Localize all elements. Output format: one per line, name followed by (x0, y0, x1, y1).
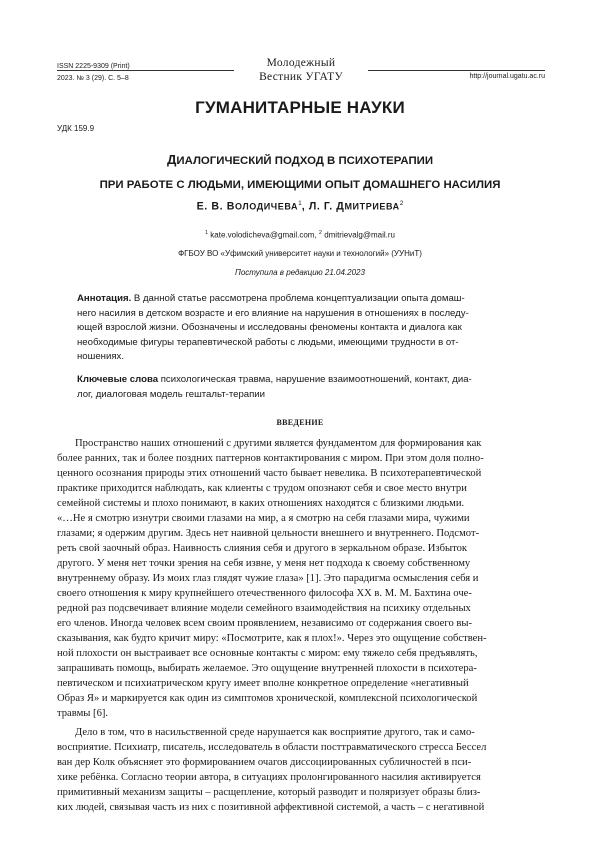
body-line: внутреннему образу. Из моих глаз глядят чужие глаза» [1]. Это парадигма осмысления себя и (57, 573, 479, 584)
body-line: «…Не я смотрю изнутри своими глазами на мир, а я смотрю на себя глазами мира, чужими (57, 513, 470, 524)
body-line: ких людей, связывая часть из них с позитивной аффективной системой, а часть – с негативной (57, 802, 485, 813)
body-line: глазами; я одержим другим. Здесь нет наивной цельности внешнего и внутреннего. Подсмот- (57, 528, 480, 539)
article-title (60, 148, 540, 197)
journal-title (234, 56, 368, 84)
body-line: хике ребёнка. Согласно теории автора, в ситуациях пролонгированного насилия активируется (57, 772, 481, 783)
authors (0, 200, 600, 213)
abstract-label: Аннотация. (77, 293, 132, 304)
body-line: запрашивать помощь, выбирать желаемое. Это ощущение внутренней плохости в психотера- (57, 663, 477, 674)
body-line: ной плохости он выстраивает все основные контакты с миром: ему тяжело себя предъявлять, (57, 648, 478, 659)
email1-link[interactable]: kate.volodicheva@gmail.com, (208, 230, 319, 240)
body-line: примитивный механизм защиты – расщепление, который разводит и поляризует образы близ- (57, 787, 481, 798)
body-line: практике приходится наблюдать, как клиенты с трудом опознают себя и свое место внутри (57, 483, 467, 494)
journal-title-line2: Вестник УГАТУ (259, 71, 343, 83)
email1-sup: 1 (205, 230, 209, 236)
affiliation: ФГБОУ ВО «Уфимский университет науки и технологий» (УУНиТ) (178, 249, 422, 258)
keywords (77, 373, 547, 402)
body-line: своего отношения к миру крупнейшего отечественного философа XX в. М. М. Бахтина оче- (57, 588, 472, 599)
author1-sup: 1 (298, 200, 302, 207)
paragraph (57, 436, 545, 721)
body-line: певтическом и психиатрическом кругу имеет вполне конкретное определение «негативный (57, 678, 469, 689)
email2-sup: 2 (318, 230, 322, 236)
body-line: ценного осознания природы этих отношений часто бывает невелика. В психотерапевтической (57, 468, 482, 479)
body-line: другого. У меня нет точки зрения на себя извне, у меня нет подхода к своему собственному (57, 558, 471, 569)
author2-sup: 2 (399, 200, 404, 207)
udk-code: УДК 159.9 (57, 124, 95, 133)
author-emails (0, 230, 600, 240)
keywords-text: психологическая травма, нарушение взаимоотношений, контакт, диа- (158, 374, 472, 385)
title-initial-cap: Д (166, 152, 177, 167)
received-date: Поступила в редакцию 21.04.2023 (235, 268, 365, 277)
body-line: Пространство наших отношений с другими является фундаментом для формирования как (75, 438, 482, 449)
authors-separator: , (301, 200, 309, 213)
article-title-line2: ПРИ РАБОТЕ С ЛЮДЬМИ, ИМЕЮЩИМИ ОПЫТ ДОМАШНЕГО НАСИЛИЯ (99, 179, 501, 191)
abstract-text: В данной статье рассмотрена проблема концептуализации опыта домаш- (131, 293, 465, 304)
body-text (57, 436, 545, 815)
body-line: ван дер Колк объясняет это формированием очагов диссоциированных субличностей в пси- (57, 757, 472, 768)
keywords-line (77, 373, 547, 388)
body-line: его членов. Иногда человек всем своим проявлением, независимо от содержания своего вы- (57, 618, 473, 629)
body-line: сказывания, как будто кричит миру: «Посмотрите, как я плох!». Через это ощущение собствен- (57, 633, 487, 644)
abstract-line: ношениях. (77, 351, 124, 363)
body-line: более ранних, так и более поздних паттернов контактирования с миром. При этом доля полно- (57, 453, 484, 464)
intro-heading: ВВЕДЕНИЕ (276, 418, 324, 427)
paragraph (57, 725, 545, 815)
author2-initials: Л. Г. Д (308, 200, 345, 213)
body-line: травмы [6]. (57, 708, 109, 719)
issue-text: 2023. № 3 (29). С. 5–8 (57, 75, 129, 82)
abstract (77, 292, 547, 365)
abstract-line (77, 292, 547, 307)
author1-surname: ОЛОДИЧЕВА (234, 201, 299, 212)
body-line: Дело в том, что в насильственной среде нарушается как восприятие другого, так и само- (75, 727, 475, 738)
journal-title-line1: Молодежный (266, 57, 336, 69)
journal-url-link[interactable]: http://journal.ugatu.ac.ru (469, 73, 545, 80)
header-rule-left (57, 70, 234, 71)
email2-link[interactable]: dmitrievalg@mail.ru (321, 230, 395, 240)
abstract-line: него насилия в детском возрасте и его влияние на нарушения в отношениях в последу- (77, 307, 469, 319)
article-title-line1 (60, 148, 540, 173)
body-line: восприятие. Психиатр, писатель, исследователь в области посттравматического стресса Бессел (57, 742, 487, 753)
body-line: Образ Я» и маркируется как один из симптомов хронической, комплексной психологической (57, 693, 478, 704)
journal-meta (57, 62, 130, 83)
keywords-line: лог, диалоговая модель гештальт-терапии (77, 388, 266, 400)
header-rule-right (368, 70, 545, 71)
title-line1-rest: ИАЛОГИЧЕСКИЙ ПОДХОД В ПСИХОТЕРАПИИ (176, 155, 434, 167)
body-line: семейной системы и плохо понимают, в каких отношениях находятся с близкими людьми. (57, 498, 465, 509)
keywords-label: Ключевые слова (77, 374, 159, 385)
author1-initials: Е. В. В (196, 200, 235, 213)
body-line: редной раз подсвечивает влияние модели семейного взаимодействия на психику отдельных (57, 603, 471, 614)
author2-surname: МИТРИЕВА (344, 201, 400, 212)
abstract-line: ющей взрослой жизни. Обозначены и исследованы феномены контакта и диалога как (77, 322, 462, 334)
abstract-line: необходимые фигуры терапевтической работы с людьми, имеющими трудности в от- (77, 336, 459, 348)
issn-text: ISSN 2225-9309 (Print) (57, 63, 130, 70)
body-line: реть свой заочный образ. Наивность слияния себя и другого в зеркальном образе. Избыток (57, 543, 468, 554)
section-title: ГУМАНИТАРНЫЕ НАУКИ (195, 98, 405, 117)
